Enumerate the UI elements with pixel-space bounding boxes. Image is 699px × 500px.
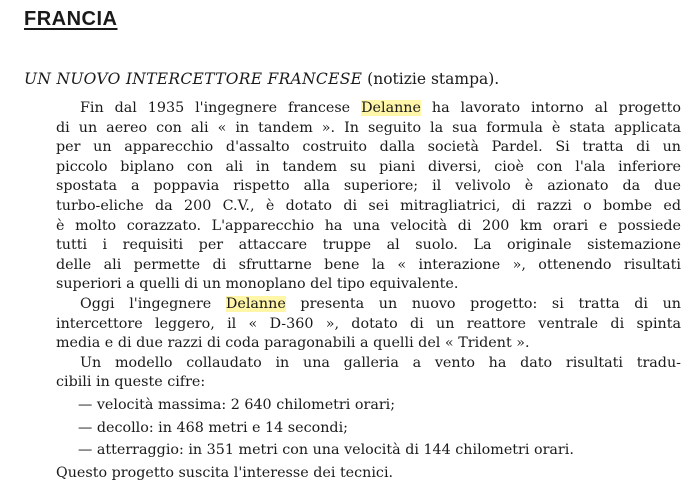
paragraph-2 [56, 295, 681, 354]
text-line: media e di due razzi di coda paragonabili a quelli del « Trident ». [56, 335, 530, 352]
list-item: — decollo: in 468 metri e 14 secondi; [78, 419, 348, 436]
list-item: — velocità massima: 2 640 chilometri orari; [78, 396, 396, 413]
text-line: è molto corazzato. L'apparecchio ha una velocità di 200 km orari e possiede [56, 217, 681, 234]
text-line: Fin dal 1935 l'ingegnere francese Delanne ha lavorato intorno al progetto [80, 100, 681, 116]
highlighted-name: Delanne [225, 295, 286, 312]
text-line: turbo-eliche da 200 C.V., è dotato di sei mitragliatrici, di razzi o bombe ed [56, 197, 681, 214]
text-line: spostata a poppavia rispetto alla superiore; il velivolo è azionato da due [56, 178, 681, 195]
highlighted-name: Delanne [361, 100, 421, 116]
text-line: intercettore leggero, il « D-360 », dotato di un reattore ventrale di spinta [56, 315, 681, 332]
results-list [56, 396, 681, 461]
paragraph-3 [56, 354, 681, 393]
text-line: tutti i requisiti per attaccare truppe al suolo. La originale sistemazione [56, 237, 681, 254]
closing-sentence: Questo progetto suscita l'interesse dei tecnici. [56, 464, 394, 481]
text-line: superiori a quelli di un monoplano del tipo equivalente. [56, 276, 459, 293]
text-line: Oggi l'ingegnere Delanne presenta un nuovo progetto: si tratta di un [80, 295, 681, 312]
text-line: delle ali permette di sfruttarne bene la « interazione », ottenendo risultati [56, 256, 681, 273]
text-line: di un aereo con ali « in tandem ». In seguito la sua formula è stata applicata [56, 119, 681, 136]
section-heading: FRANCIA [24, 8, 118, 30]
article-headline [24, 70, 499, 88]
paragraph-1 [56, 99, 681, 295]
text-line: per un apparecchio d'assalto costruito dalla società Pardel. Si tratta di un [56, 139, 681, 156]
text-line: piccolo biplano con ali in tandem su piani diversi, cioè con l'ala inferiore [56, 158, 681, 175]
article-title: UN NUOVO INTERCETTORE FRANCESE [24, 70, 363, 88]
text-line: Un modello collaudato in una galleria a vento ha dato risultati tradu- [80, 354, 681, 371]
list-item: — atterraggio: in 351 metri con una velocità di 144 chilometri orari. [78, 442, 574, 459]
article-body [56, 99, 681, 483]
text-line: cibili in queste cifre: [56, 374, 206, 391]
article-source-note: (notizie stampa). [367, 70, 500, 88]
